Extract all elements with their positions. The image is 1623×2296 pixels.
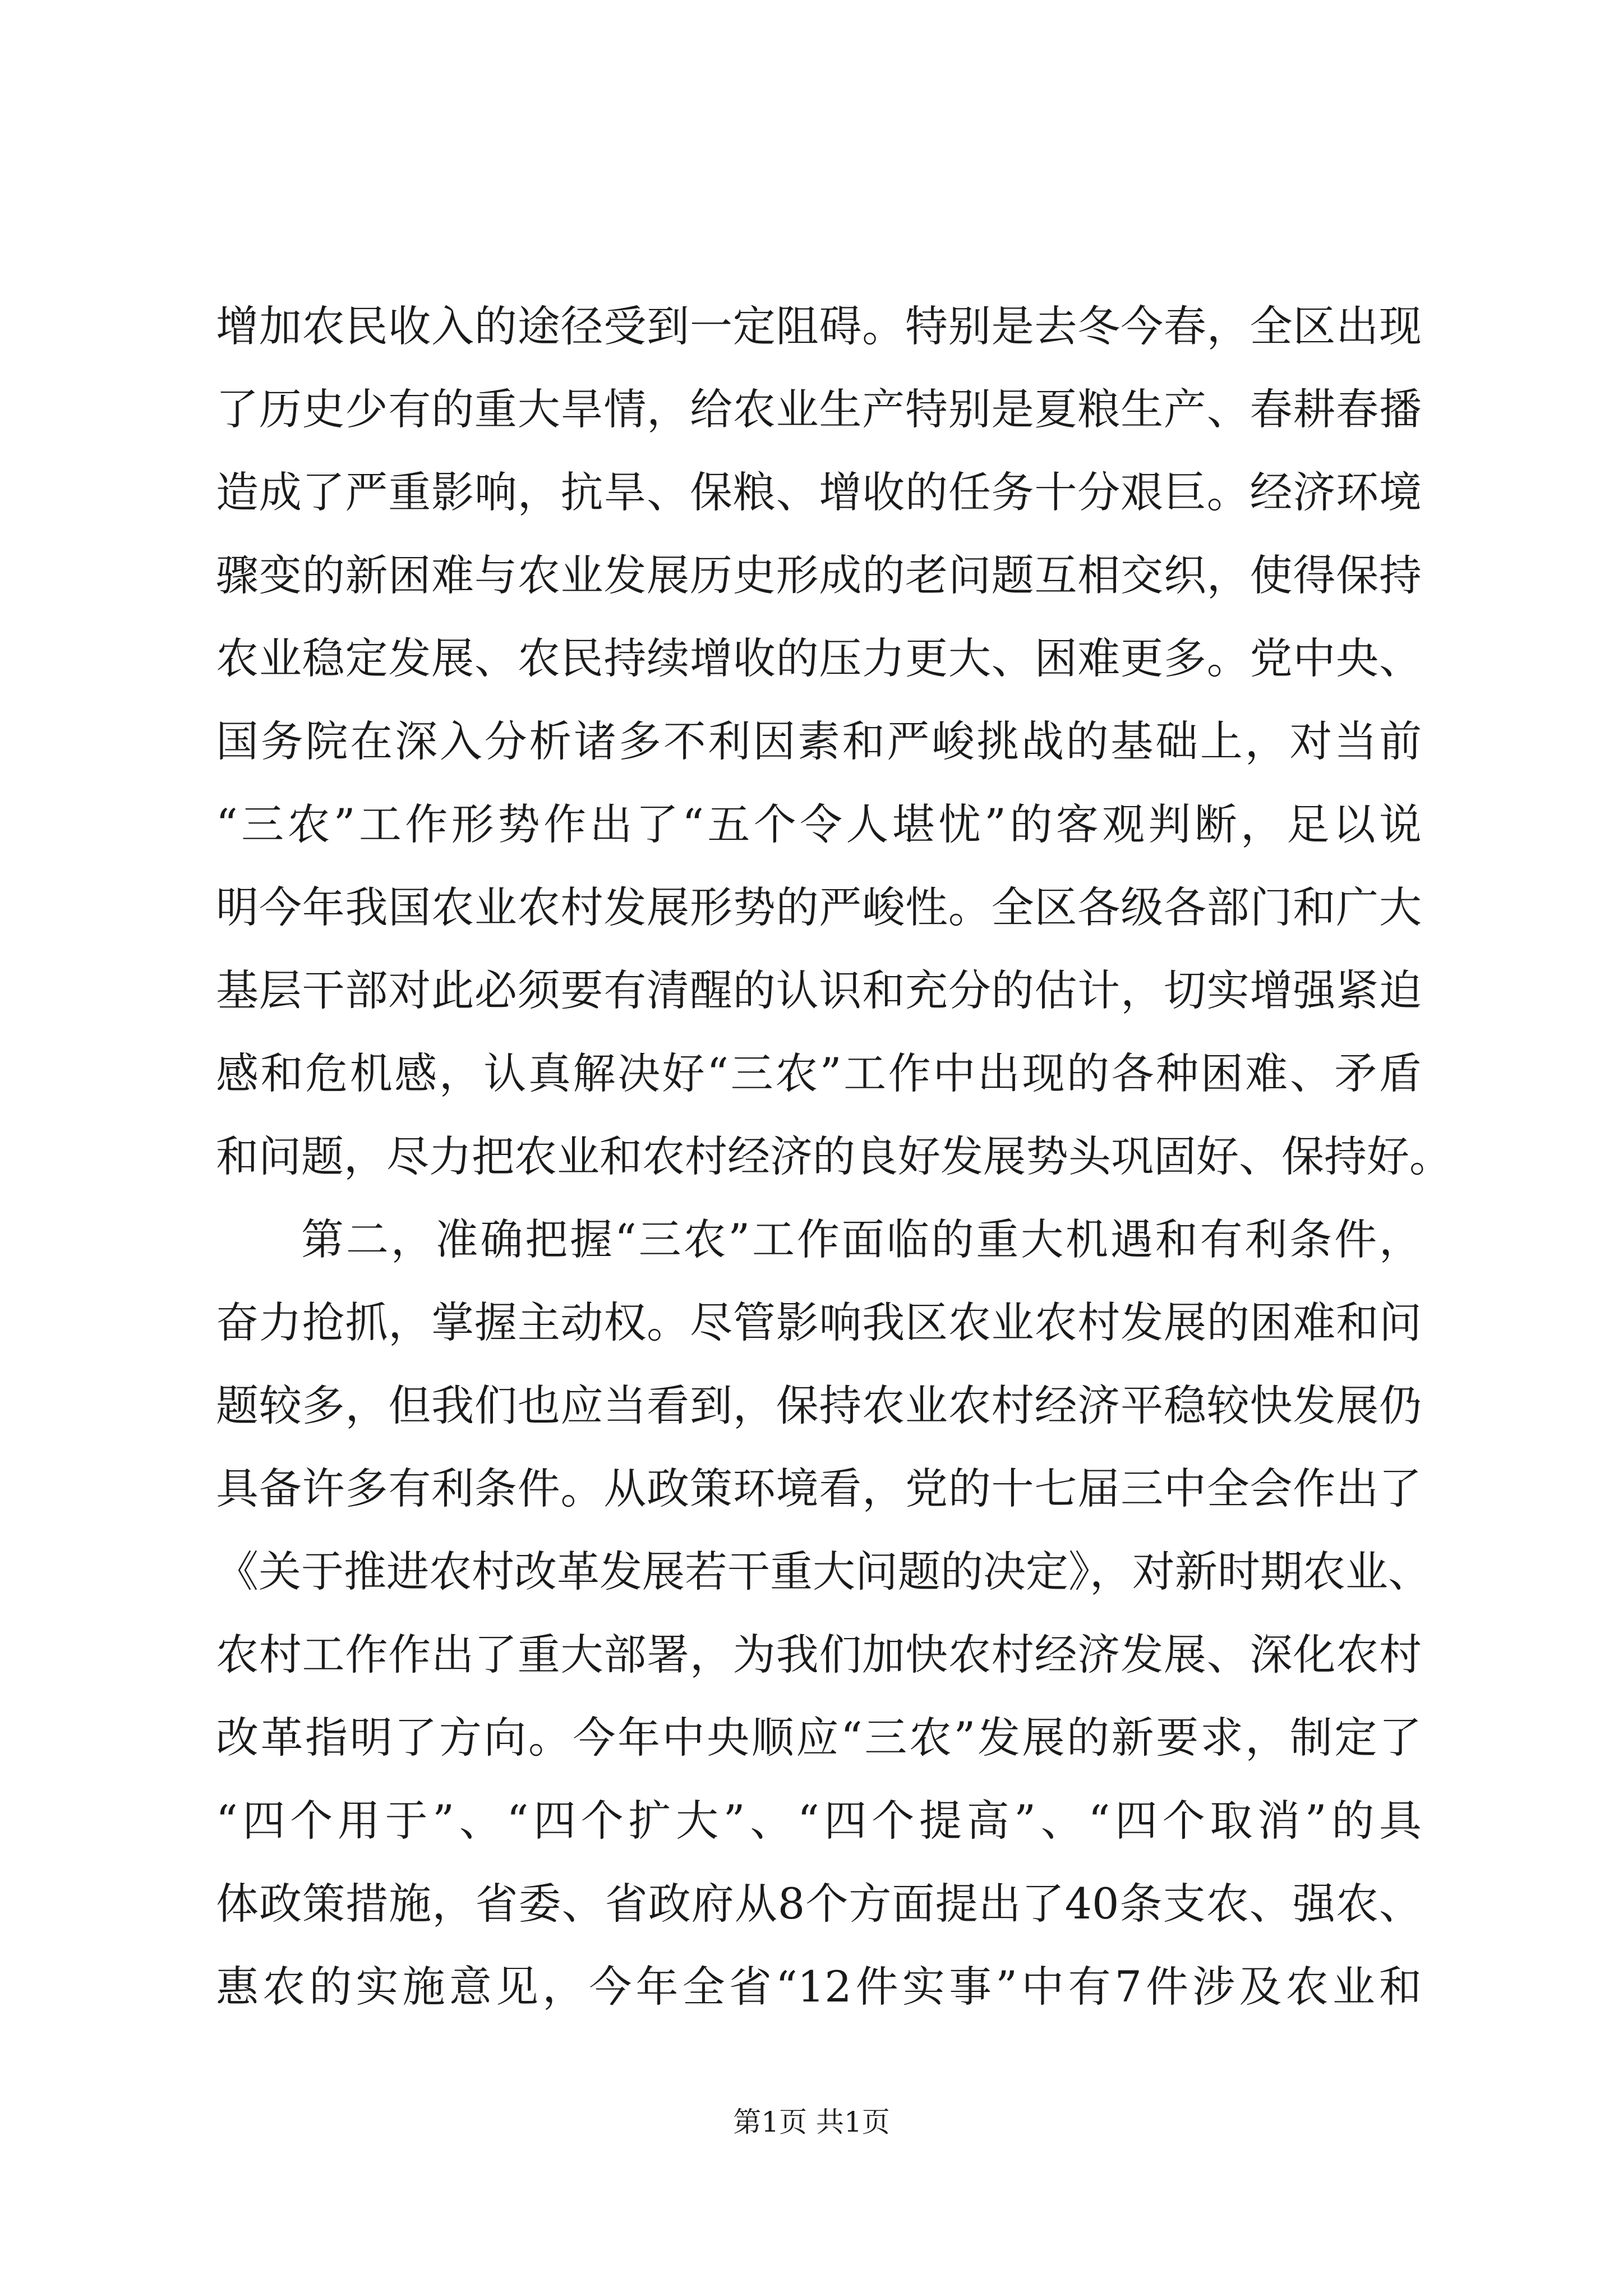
- paragraph-2: [216, 1198, 1431, 2028]
- text-line: 造成了严重影响，抗旱、保粮、增收的任务十分艰巨。经济环境: [216, 467, 1422, 517]
- text-line: 基层干部对此必须要有清醒的认识和充分的估计，切实增强紧迫: [216, 965, 1422, 1015]
- text-line: 《关于推进农村改革发展若干重大问题的决定》，对新时期农业、: [216, 1547, 1431, 1596]
- text-line: 具备许多有利条件。从政策环境看，党的十七届三中全会作出了: [216, 1464, 1422, 1513]
- text-line: 增加农民收入的途径受到一定阻碍。特别是去冬今春，全区出现: [216, 301, 1422, 351]
- text-line: 感和危机感，认真解决好“三农”工作中出现的各种困难、矛盾: [216, 1048, 1422, 1098]
- text-line: 了历史少有的重大旱情，给农业生产特别是夏粮生产、春耕春播: [216, 384, 1422, 434]
- text-line: “四个用于”、“四个扩大”、“四个提高”、“四个取消”的具: [216, 1796, 1422, 1846]
- text-line: 惠农的实施意见，今年全省“12件实事”中有7件涉及农业和: [216, 1962, 1422, 2012]
- text-line: 国务院在深入分析诸多不利因素和严峻挑战的基础上，对当前: [216, 716, 1422, 766]
- text-line: 农业稳定发展、农民持续增收的压力更大、困难更多。党中央、: [216, 633, 1422, 683]
- text-line: 体政策措施，省委、省政府从8个方面提出了40条支农、强农、: [216, 1879, 1422, 1929]
- text-line: 题较多，但我们也应当看到，保持农业农村经济平稳较快发展仍: [216, 1381, 1422, 1430]
- text-line: 骤变的新困难与农业发展历史形成的老问题互相交织，使得保持: [216, 550, 1422, 600]
- paragraph-1: [216, 285, 1452, 1198]
- text-line: 第二，准确把握“三农”工作面临的重大机遇和有利条件，: [301, 1214, 1422, 1264]
- document-body: [216, 285, 1452, 2028]
- text-line: 改革指明了方向。今年中央顺应“三农”发展的新要求，制定了: [216, 1713, 1422, 1763]
- text-line: 明今年我国农业农村发展形势的严峻性。全区各级各部门和广大: [216, 882, 1422, 932]
- page-number-footer: 第1页 共1页: [733, 2106, 890, 2138]
- text-line: “三农”工作形势作出了“五个令人堪忧”的客观判断，足以说: [216, 799, 1422, 849]
- text-line: 农村工作作出了重大部署，为我们加快农村经济发展、深化农村: [216, 1630, 1422, 1680]
- text-line: 和问题，尽力把农业和农村经济的良好发展势头巩固好、保持好。: [216, 1131, 1452, 1181]
- text-line: 奋力抢抓，掌握主动权。尽管影响我区农业农村发展的困难和问: [216, 1297, 1422, 1347]
